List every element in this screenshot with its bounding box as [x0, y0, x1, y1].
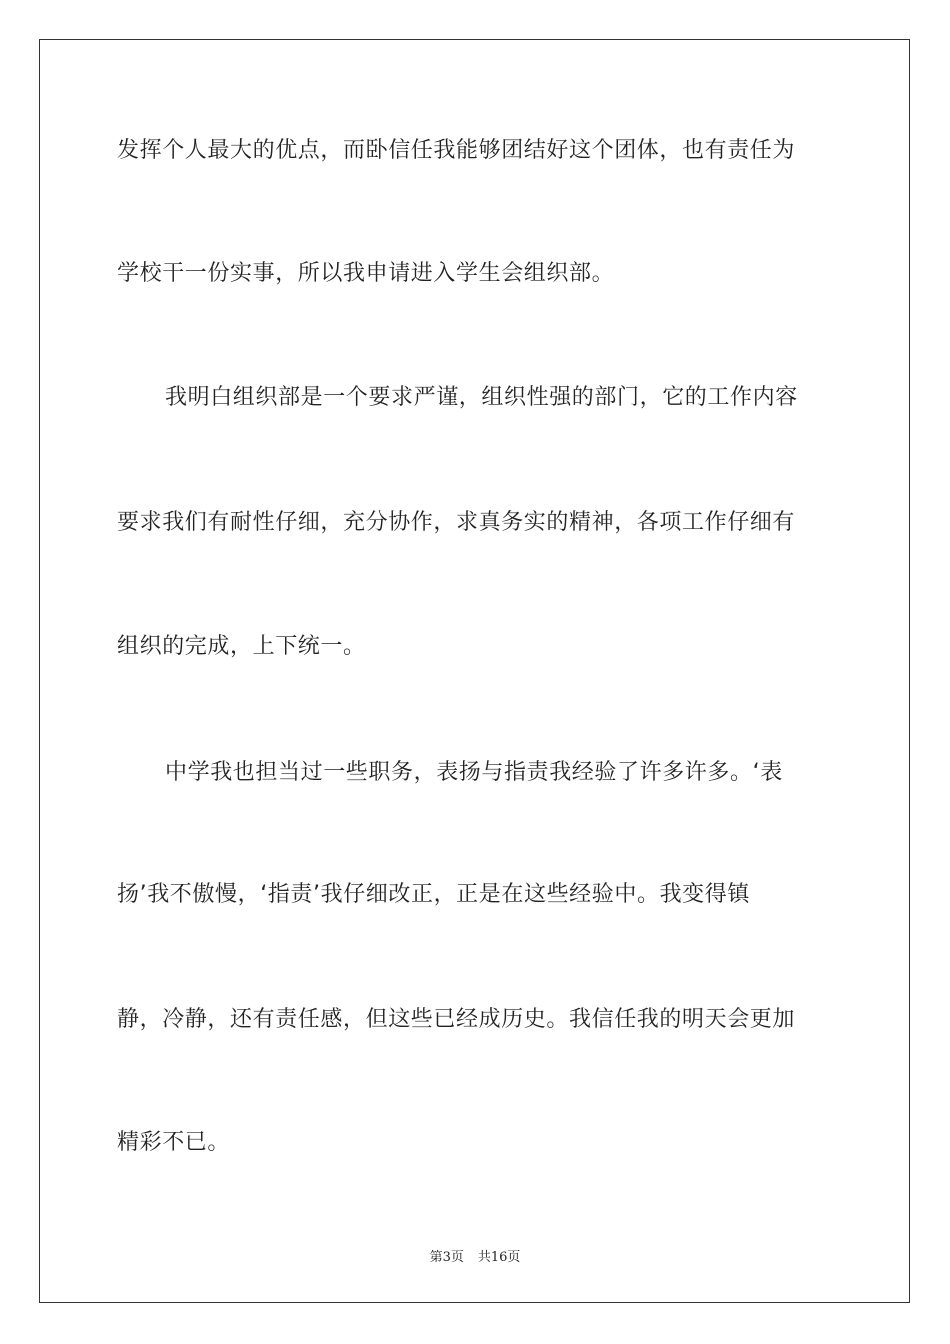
paragraph-3-line-4: 精彩不已。	[117, 1130, 231, 1155]
page-footer	[0, 1246, 950, 1265]
page-number: 第3页	[429, 1250, 464, 1265]
paragraph-1-line-2: 学校干一份实事，所以我申请进入学生会组织部。	[117, 261, 615, 286]
paragraph-1-line-1: 发挥个人最大的优点，而卧信任我能够团结好这个团体，也有责任为	[117, 138, 796, 163]
page-border	[39, 39, 910, 1303]
paragraph-2-line-1: 我明白组织部是一个要求严谨，组织性强的部门，它的工作内容	[165, 385, 798, 410]
paragraph-3-line-3: 静，冷静，还有责任感，但这些已经成历史。我信任我的明天会更加	[117, 1007, 796, 1032]
paragraph-3-line-2: 扬’我不傲慢，‘指责’我仔细改正，正是在这些经验中。我变得镇	[117, 882, 750, 907]
paragraph-2-line-3: 组织的完成，上下统一。	[117, 634, 366, 659]
paragraph-2-line-2: 要求我们有耐性仔细，充分协作，求真务实的精神，各项工作仔细有	[117, 510, 796, 535]
paragraph-3-line-1: 中学我也担当过一些职务，表扬与指责我经验了许多许多。‘表	[165, 760, 783, 785]
total-pages: 共16页	[477, 1250, 521, 1265]
